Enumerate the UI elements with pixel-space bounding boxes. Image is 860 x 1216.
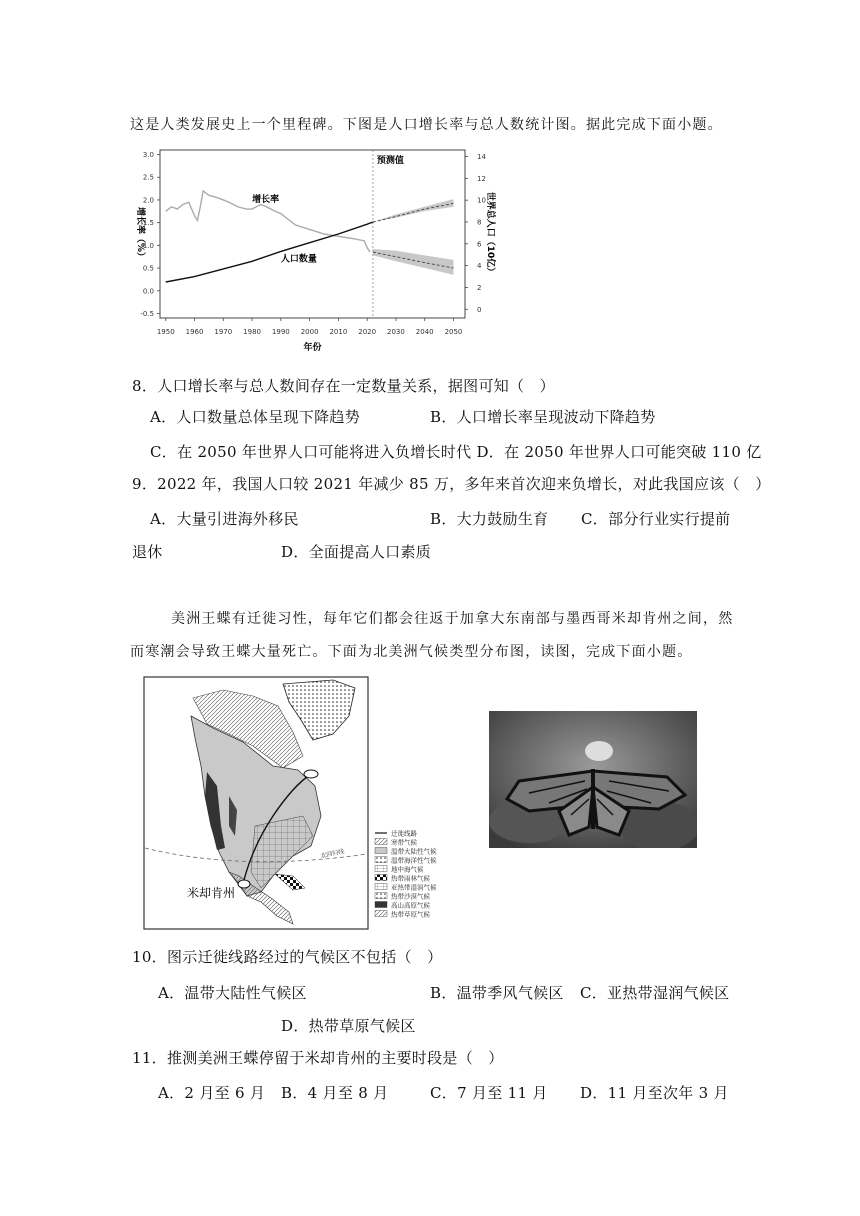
y-left-tick-label: -0.5	[140, 309, 154, 318]
legend-label: 温带大陆性气候	[391, 847, 437, 856]
x-tick-label: 1980	[243, 328, 261, 336]
y-right-tick-label: 4	[477, 262, 482, 271]
map-svg	[143, 676, 463, 932]
y-left-tick-label: 3.0	[142, 151, 154, 160]
q9-option-b[interactable]: B．大力鼓励生育	[430, 510, 549, 528]
x-tick-label: 1990	[271, 328, 290, 336]
q10-option-d[interactable]: D．热带草原气候区	[281, 1017, 416, 1035]
intro-text-1: 这是人类发展史上一个里程碑。下图是人口增长率与总人数统计图。据此完成下面小题。	[130, 117, 723, 133]
q10-option-c[interactable]: C．亚热带湿润气候区	[580, 984, 730, 1002]
q11-option-c[interactable]: C．7 月至 11 月	[430, 1084, 548, 1102]
michoacan-oval	[238, 880, 250, 888]
q8-option-cd[interactable]: C．在 2050 年世界人口可能将进入负增长时代 D．在 2050 年世界人口可能突破 110 亿	[150, 443, 762, 461]
x-tick-label: 2010	[329, 328, 348, 336]
legend-swatch	[375, 875, 387, 881]
q9-option-c-cont[interactable]: 退休	[132, 543, 163, 561]
forecast-label: 预测值	[376, 156, 404, 166]
intro-text-2a: 美洲王蝶有迁徙习性，每年它们都会往返于加拿大东南部与墨西哥米却肯州之间，然	[171, 611, 734, 627]
y-right-tick-label: 0	[477, 305, 482, 314]
y-right-tick-label: 12	[477, 174, 486, 183]
tropic-label: 北回归线	[319, 848, 345, 860]
q11-option-d[interactable]: D．11 月至次年 3 月	[580, 1084, 729, 1102]
y-left-tick-label: 0.0	[142, 287, 154, 296]
q11-stem: 11．推测美洲王蝶停留于米却肯州的主要时段是（ ）	[132, 1049, 504, 1067]
q9-option-c[interactable]: C．部分行业实行提前	[581, 510, 731, 528]
y-right-tick-label: 14	[477, 153, 486, 162]
q10-stem: 10．图示迁徙线路经过的气候区不包括（ ）	[132, 948, 443, 966]
q8-stem: 8．人口增长率与总人数间存在一定数量关系，据图可知（ ）	[132, 377, 555, 395]
legend-swatch	[375, 893, 387, 899]
x-tick-label: 2050	[444, 328, 463, 336]
legend-swatch	[375, 911, 387, 917]
forecast-band	[373, 199, 454, 222]
x-tick-label: 1970	[214, 328, 233, 336]
monarch-butterfly-photo	[489, 711, 697, 848]
y-right-tick-label: 2	[477, 283, 482, 292]
q9-option-d[interactable]: D．全面提高人口素质	[281, 543, 432, 561]
q9-option-a[interactable]: A．大量引进海外移民	[150, 510, 299, 528]
legend-swatch	[375, 857, 387, 863]
y-right-title: 世界总人口（10亿）	[485, 191, 495, 277]
x-tick-label: 1960	[185, 328, 204, 336]
legend-swatch	[375, 866, 387, 872]
q11-option-b[interactable]: B．4 月至 8 月	[281, 1084, 389, 1102]
canada-oval	[304, 770, 318, 778]
y-left-tick-label: 2.5	[142, 173, 154, 182]
x-tick-label: 2030	[387, 328, 405, 336]
x-tick-label: 2020	[358, 328, 377, 336]
x-axis-title: 年份	[303, 343, 322, 353]
legend-label: 寒带气候	[391, 838, 417, 847]
forecast-band	[373, 249, 454, 275]
legend-swatch	[375, 839, 387, 845]
legend-label: 热带雨林气候	[391, 874, 430, 883]
y-left-tick-label: 1.0	[142, 241, 154, 250]
q9-stem: 9．2022 年，我国人口较 2021 年减少 85 万，多年来首次迎来负增长，对此我国应该（ ）	[132, 475, 771, 493]
q8-option-a[interactable]: A．人口数量总体呈现下降趋势	[150, 408, 361, 426]
y-left-tick-label: 2.0	[142, 196, 154, 205]
legend-label: 迁徙线路	[391, 829, 417, 838]
population-label: 人口数量	[280, 254, 317, 265]
legend-label: 热带草原气候	[391, 910, 430, 919]
legend-label: 高山高原气候	[391, 901, 430, 910]
y-right-tick-label: 10	[477, 196, 486, 205]
michoacan-label: 米却肯州	[187, 886, 236, 900]
y-left-title: 增长率（%）	[135, 206, 145, 262]
y-left-tick-label: 0.5	[142, 264, 154, 273]
y-left-tick-label: 1.5	[142, 219, 154, 228]
intro-text-2b: 而寒潮会导致王蝶大量死亡。下面为北美洲气候类型分布图，读图，完成下面小题。	[130, 644, 693, 660]
legend-swatch	[375, 884, 387, 890]
y-right-tick-label: 6	[477, 240, 482, 249]
north-america-climate-map	[143, 676, 463, 932]
legend-swatch	[375, 902, 387, 908]
plot-frame	[160, 150, 465, 318]
q8-option-b[interactable]: B．人口增长率呈现波动下降趋势	[430, 408, 656, 426]
q10-option-b[interactable]: B．温带季风气候区	[430, 984, 564, 1002]
q10-option-a[interactable]: A．温带大陆性气候区	[158, 984, 307, 1002]
x-tick-label: 2000	[300, 328, 319, 336]
series-line	[166, 222, 373, 282]
legend-swatch	[375, 848, 387, 854]
legend-label: 地中海气候	[391, 865, 424, 874]
x-tick-label: 1950	[156, 328, 175, 336]
chart-svg	[128, 144, 498, 354]
y-right-tick-label: 8	[477, 218, 482, 227]
q11-option-a[interactable]: A．2 月至 6 月	[158, 1084, 266, 1102]
x-tick-label: 2040	[415, 328, 434, 336]
legend-label: 热带沙漠气候	[391, 892, 430, 901]
legend-label: 温带海洋性气候	[391, 856, 437, 865]
growth-rate-label: 增长率	[252, 195, 280, 206]
legend-label: 亚热带湿润气候	[391, 883, 437, 892]
population-chart	[128, 144, 498, 354]
